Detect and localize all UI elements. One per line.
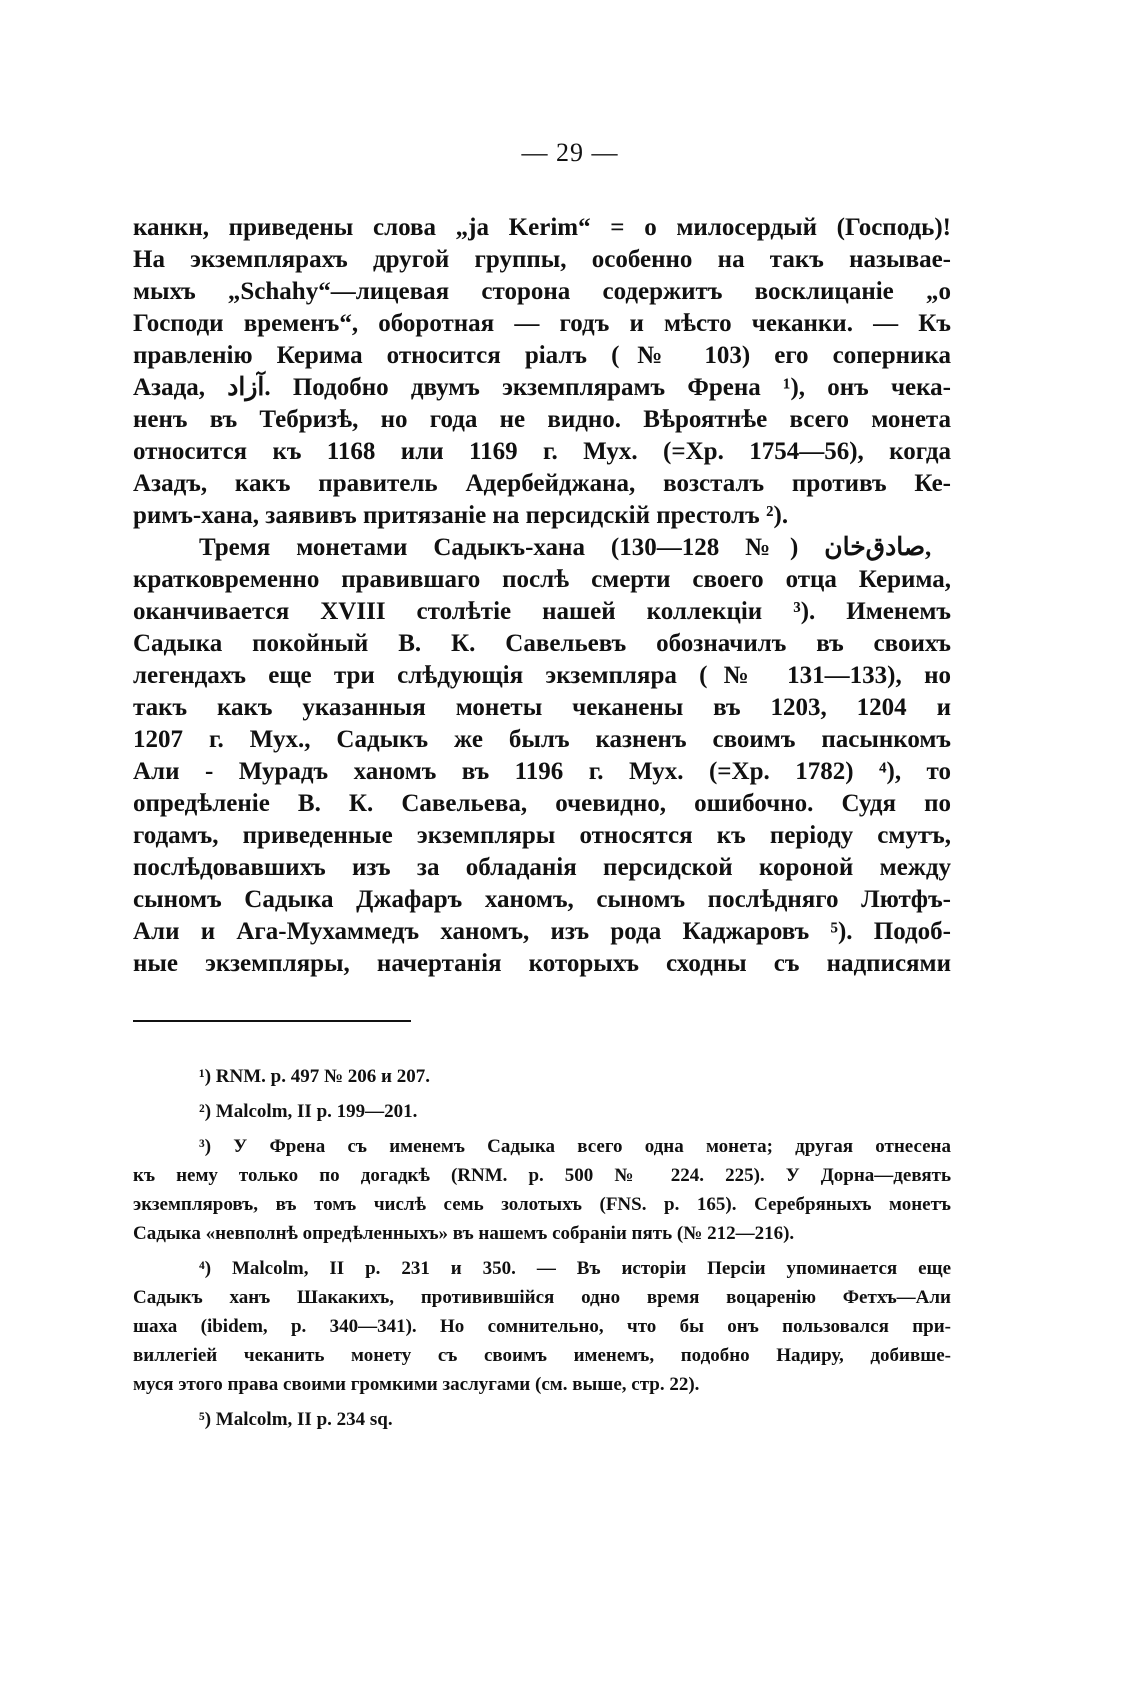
body-line: римъ-хана, заявивъ притязаніе на персидскій престолъ ²). — [133, 502, 789, 529]
body-line: относится къ 1168 или 1169 г. Мух. (=Хр. 1754—56), когда — [133, 438, 951, 465]
footnote — [133, 1062, 951, 1091]
body-line: ные экземпляры, начертанія которыхъ сходны съ надписями — [133, 950, 951, 977]
body-line: Али и Ага-Мухаммедъ ханомъ, изъ рода Каджаровъ ⁵). Подоб- — [133, 918, 951, 945]
footnote-line: ⁵) Malcolm, II p. 234 sq. — [199, 1409, 393, 1430]
body-line: Али - Мурадъ ханомъ въ 1196 г. Мух. (=Хр. 1782) ⁴), то — [133, 758, 951, 785]
footnote — [133, 1097, 951, 1126]
body-line: правленію Керима относится ріалъ (№ 103) его соперника — [133, 342, 951, 369]
body-line: Азада, آزاد. Подобно двумъ экземплярамъ Френа ¹), онъ чека- — [133, 374, 951, 401]
footnote-line: ²) Malcolm, II p. 199—201. — [199, 1101, 418, 1122]
footnote-line: ⁴) Malcolm, II p. 231 и 350. — Въ исторіи Персіи упоминается еще — [199, 1258, 951, 1279]
body-line: На экземплярахъ другой группы, особенно на такъ называе- — [133, 246, 951, 273]
footnote — [133, 1132, 951, 1248]
footnote-line: экземпляровъ, въ томъ числѣ семь золотыхъ (FNS. p. 165). Серебряныхъ монетъ — [133, 1194, 951, 1215]
footnote-line: муся этого права своими громкими заслугами (см. выше, стр. 22). — [133, 1374, 700, 1395]
footnote-line: Садыкъ ханъ Шакакихъ, противившійся одно время воцаренію Фетхъ—Али — [133, 1287, 951, 1308]
footnote-line: шаха (ibidem, p. 340—341). Но сомнительно, что бы онъ пользовался при- — [133, 1316, 951, 1337]
body-line: кратковременно правившаго послѣ смерти своего отца Керима, — [133, 566, 951, 593]
body-line: легендахъ еще три слѣдующія экземпляра (№ 131—133), но — [133, 662, 951, 689]
body-line: такъ какъ указанныя монеты чеканены въ 1203, 1204 и — [133, 694, 951, 721]
footnotes — [133, 1062, 951, 1434]
footnote — [133, 1254, 951, 1399]
page-number: — 29 — — [521, 138, 619, 167]
body-line: оканчивается XVIII столѣтіе нашей коллекціи ³). Именемъ — [133, 598, 951, 625]
footnote-line: къ нему только по догадкѣ (RNM. p. 500 № 224. 225). У Дорна—девять — [133, 1165, 951, 1186]
body-line: послѣдовавшихъ изъ за обладанія персидской короной между — [133, 854, 951, 881]
body-line: опредѣленіе В. К. Савельева, очевидно, ошибочно. Судя по — [133, 790, 951, 817]
footnote-line: Садыка «невполнѣ опредѣленныхъ» въ нашемъ собраніи пять (№ 212—216). — [133, 1223, 795, 1244]
footnote-divider — [133, 1020, 411, 1022]
body-line: сыномъ Садыка Джафаръ ханомъ, сыномъ послѣдняго Лютфъ- — [133, 886, 951, 913]
body-line: годамъ, приведенные экземпляры относятся къ періоду смутъ, — [133, 822, 951, 849]
body-line: Тремя монетами Садыкъ-хана صادق‌خان (№ 128—130), — [199, 534, 932, 561]
body-line: Садыка покойный В. К. Савельевъ обозначилъ въ своихъ — [133, 630, 951, 657]
body-line: мыхъ „Schahy“—лицевая сторона содержитъ восклицаніе „о — [133, 278, 951, 305]
footnote — [133, 1405, 951, 1434]
footnote-line: ¹) RNM. p. 497 № 206 и 207. — [199, 1066, 431, 1087]
body-text — [133, 212, 951, 980]
body-line: Азадъ, какъ правитель Адербейджана, возсталъ противъ Ке- — [133, 470, 951, 497]
body-line: ненъ въ Тебризѣ, но года не видно. Вѣроятнѣе всего монета — [133, 406, 951, 433]
footnote-line: виллегіей чеканить монету съ своимъ именемъ, подобно Надиру, добивше- — [133, 1345, 951, 1366]
body-line: канкн, приведены слова „ja Kerim“ = о милосердый (Господь)! — [133, 214, 951, 241]
body-line: 1207 г. Мух., Садыкъ же былъ казненъ своимъ пасынкомъ — [133, 726, 951, 753]
footnote-line: ³) У Френа съ именемъ Садыка всего одна монета; другая отнесена — [199, 1136, 951, 1157]
body-line: Господи временъ“, оборотная — годъ и мѣсто чеканки. — Къ — [133, 310, 951, 337]
